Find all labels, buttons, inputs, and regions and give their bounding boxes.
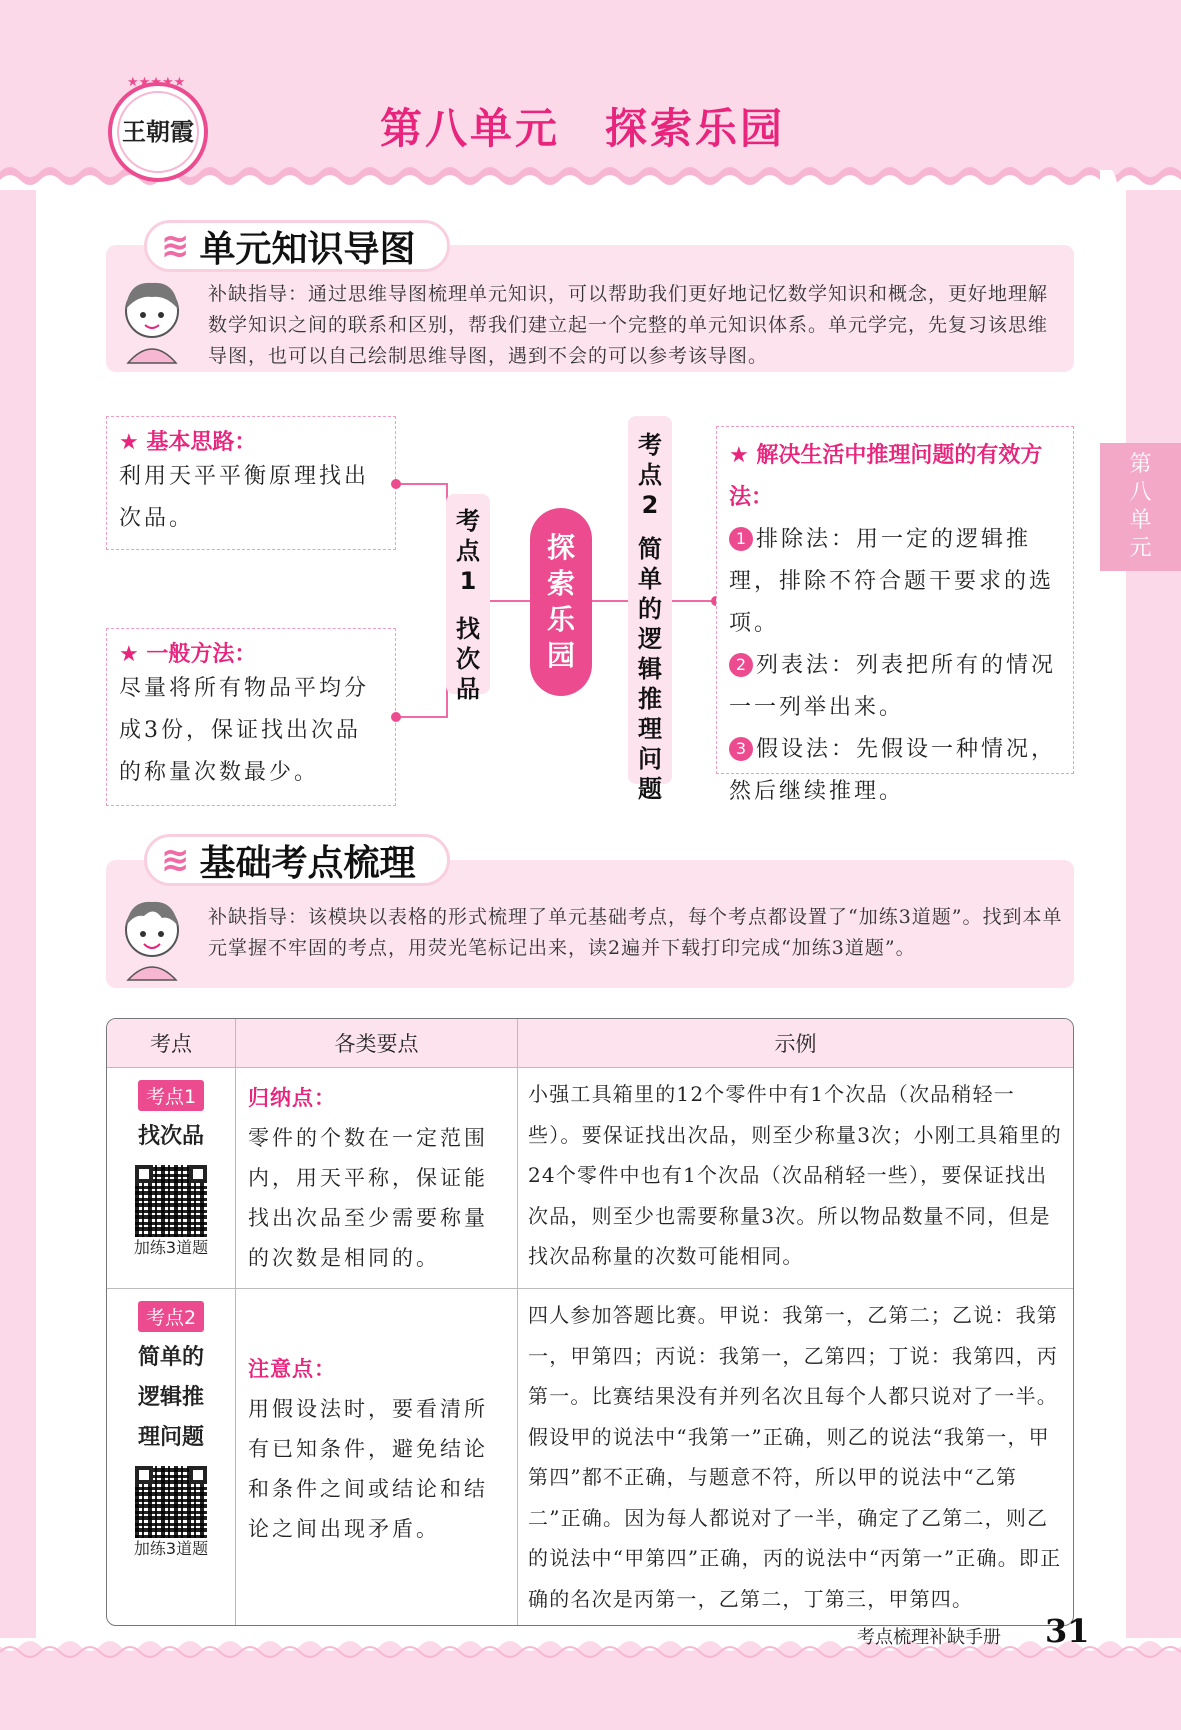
example-cell: 四人参加答题比赛。甲说：我第一，乙第二；乙说：我第一，甲第四；丙说：我第一，乙第四；丁说：我第四，丙第一。比赛结果没有并列名次且每个人都只说对了一半。假设甲的说法中“我第一”正确，则乙的说法“我第一，甲第四”都不正确，与题意不符，所以甲的说法中“乙第二”正确。因为每人都说对了一半，确定了乙第二，则乙的说法中“甲第四”正确，丙的说法中“丙第一”正确。即正确的名次是丙第一，乙第二，丁第三，甲第四。 (517, 1288, 1073, 1625)
star-icon: ★ (729, 443, 749, 468)
table-header-row (107, 1019, 1073, 1068)
connector-dot (391, 712, 401, 722)
qr-code-icon[interactable] (135, 1466, 207, 1538)
star-icon: ★ (119, 430, 139, 455)
column-header: 示例 (517, 1019, 1073, 1068)
svg-text:★★★★★: ★★★★★ (127, 75, 186, 90)
section-title-keypoints: 基础考点梳理 (199, 842, 416, 884)
point2-name: 简单的逻辑推理问题 (638, 535, 662, 803)
section-title-mindmap: 单元知识导图 (199, 228, 416, 270)
basic-idea-box (106, 416, 396, 550)
qr-caption: 加练3道题 (133, 1238, 209, 1257)
general-method-body: 尽量将所有物品平均分成3份，保证找出次品的称量次数最少。 (119, 676, 370, 785)
general-method-box (106, 628, 396, 806)
keypoint-cell (107, 1288, 235, 1625)
method-item: 排除法：用一定的逻辑推理，排除不符合题干要求的选项。 (729, 527, 1055, 636)
section-header-keypoints (144, 834, 450, 886)
right-wavy-border (1100, 170, 1124, 1640)
svg-text:王朝霞: 王朝霞 (122, 117, 194, 146)
wave-icon: ≋ (161, 226, 190, 266)
point2-num: 2 (641, 491, 659, 519)
number-badge: 2 (729, 653, 753, 677)
point1-card (446, 494, 490, 703)
keypoint-badge: 考点2 (138, 1301, 204, 1332)
method-item: 假设法：先假设一种情况，然后继续推理。 (729, 737, 1057, 804)
number-badge: 1 (729, 527, 753, 551)
connector-line (488, 600, 530, 602)
keypoint-name: 简单的逻辑推理问题 (137, 1345, 204, 1450)
basic-idea-heading: 基本思路： (146, 430, 257, 455)
point-label: 注意点： (248, 1357, 336, 1381)
center-node-label: 探索乐园 (546, 531, 575, 672)
table-row (107, 1068, 1073, 1288)
footer-label: 考点梳理补缺手册 (857, 1627, 1001, 1648)
column-header: 各类要点 (235, 1019, 517, 1068)
guide-text-1: 补缺指导：通过思维导图梳理单元知识，可以帮助我们更好地记忆数学知识和概念，更好地理解数学知识之间的联系和区别，帮我们建立起一个完整的单元知识体系。单元学完，先复习该思维导图，也可以自己绘制思维导图，遇到不会的可以参考该导图。 (208, 283, 1049, 367)
methods-box (716, 426, 1074, 804)
bottom-wavy-border (0, 1638, 1181, 1662)
brand-logo (103, 72, 213, 184)
keypoint-badge: 考点1 (138, 1080, 204, 1111)
point1-badge: 考点 (456, 507, 480, 565)
side-tab-unit8[interactable] (1100, 443, 1181, 571)
point2-badge: 考点 (638, 431, 662, 489)
methods-heading: 解决生活中推理问题的有效方法： (729, 443, 1043, 510)
keypoints-table (106, 1018, 1074, 1626)
point1-name: 找次品 (456, 615, 480, 703)
qr-code-icon[interactable] (135, 1165, 207, 1237)
guide-text-2: 补缺指导：该模块以表格的形式梳理了单元基础考点，每个考点都设置了“加练3道题”。找到本单元掌握不牢固的考点，用荧光笔标记出来，读2遍并下载打印完成“加练3道题”。 (208, 906, 1063, 959)
general-method-heading: 一般方法： (146, 642, 257, 667)
qr-caption: 加练3道题 (133, 1539, 209, 1558)
connector-line (396, 483, 446, 485)
unit-title: 第八单元 探索乐园 (380, 104, 786, 153)
point-cell (235, 1288, 517, 1625)
connector-line (396, 716, 448, 718)
point-cell (235, 1068, 517, 1288)
method-item: 列表法：列表把所有的情况一一列举出来。 (729, 653, 1057, 720)
basic-idea-body: 利用天平平衡原理找出次品。 (119, 464, 370, 531)
page-number: 31 (1045, 1612, 1090, 1650)
connector-dot (391, 479, 401, 489)
number-badge: 3 (729, 737, 753, 761)
example-cell: 小强工具箱里的12个零件中有1个次品（次品稍轻一些）。要保证找出次品，则至少称量3次；小刚工具箱里的24个零件中也有1个次品（次品稍轻一些），要保证找出次品，则至少也需要称量3次。所以物品数量不同，但是找次品称量的次数可能相同。 (517, 1068, 1073, 1288)
star-icon: ★ (119, 642, 139, 667)
table-row (107, 1288, 1073, 1625)
girl-avatar (114, 275, 190, 365)
column-header: 考点 (107, 1019, 235, 1068)
point1-num: 1 (459, 567, 477, 595)
point2-card (628, 416, 672, 803)
boy-avatar (114, 892, 190, 982)
connector-line (592, 600, 628, 602)
keypoint-name: 找次品 (137, 1124, 204, 1149)
side-tab-label: 第八单元 (1129, 452, 1152, 561)
wave-icon: ≋ (161, 840, 190, 880)
point-label: 归纳点： (248, 1086, 336, 1110)
point-text: 用假设法时，要看清所有已知条件，避免结论和条件之间或结论和结论之间出现矛盾。 (248, 1397, 488, 1541)
section-header-mindmap (144, 220, 450, 272)
point-text: 零件的个数在一定范围内，用天平称，保证能找出次品至少需要称量的次数是相同的。 (248, 1126, 488, 1270)
keypoint-cell (107, 1068, 235, 1288)
center-node (530, 508, 592, 696)
